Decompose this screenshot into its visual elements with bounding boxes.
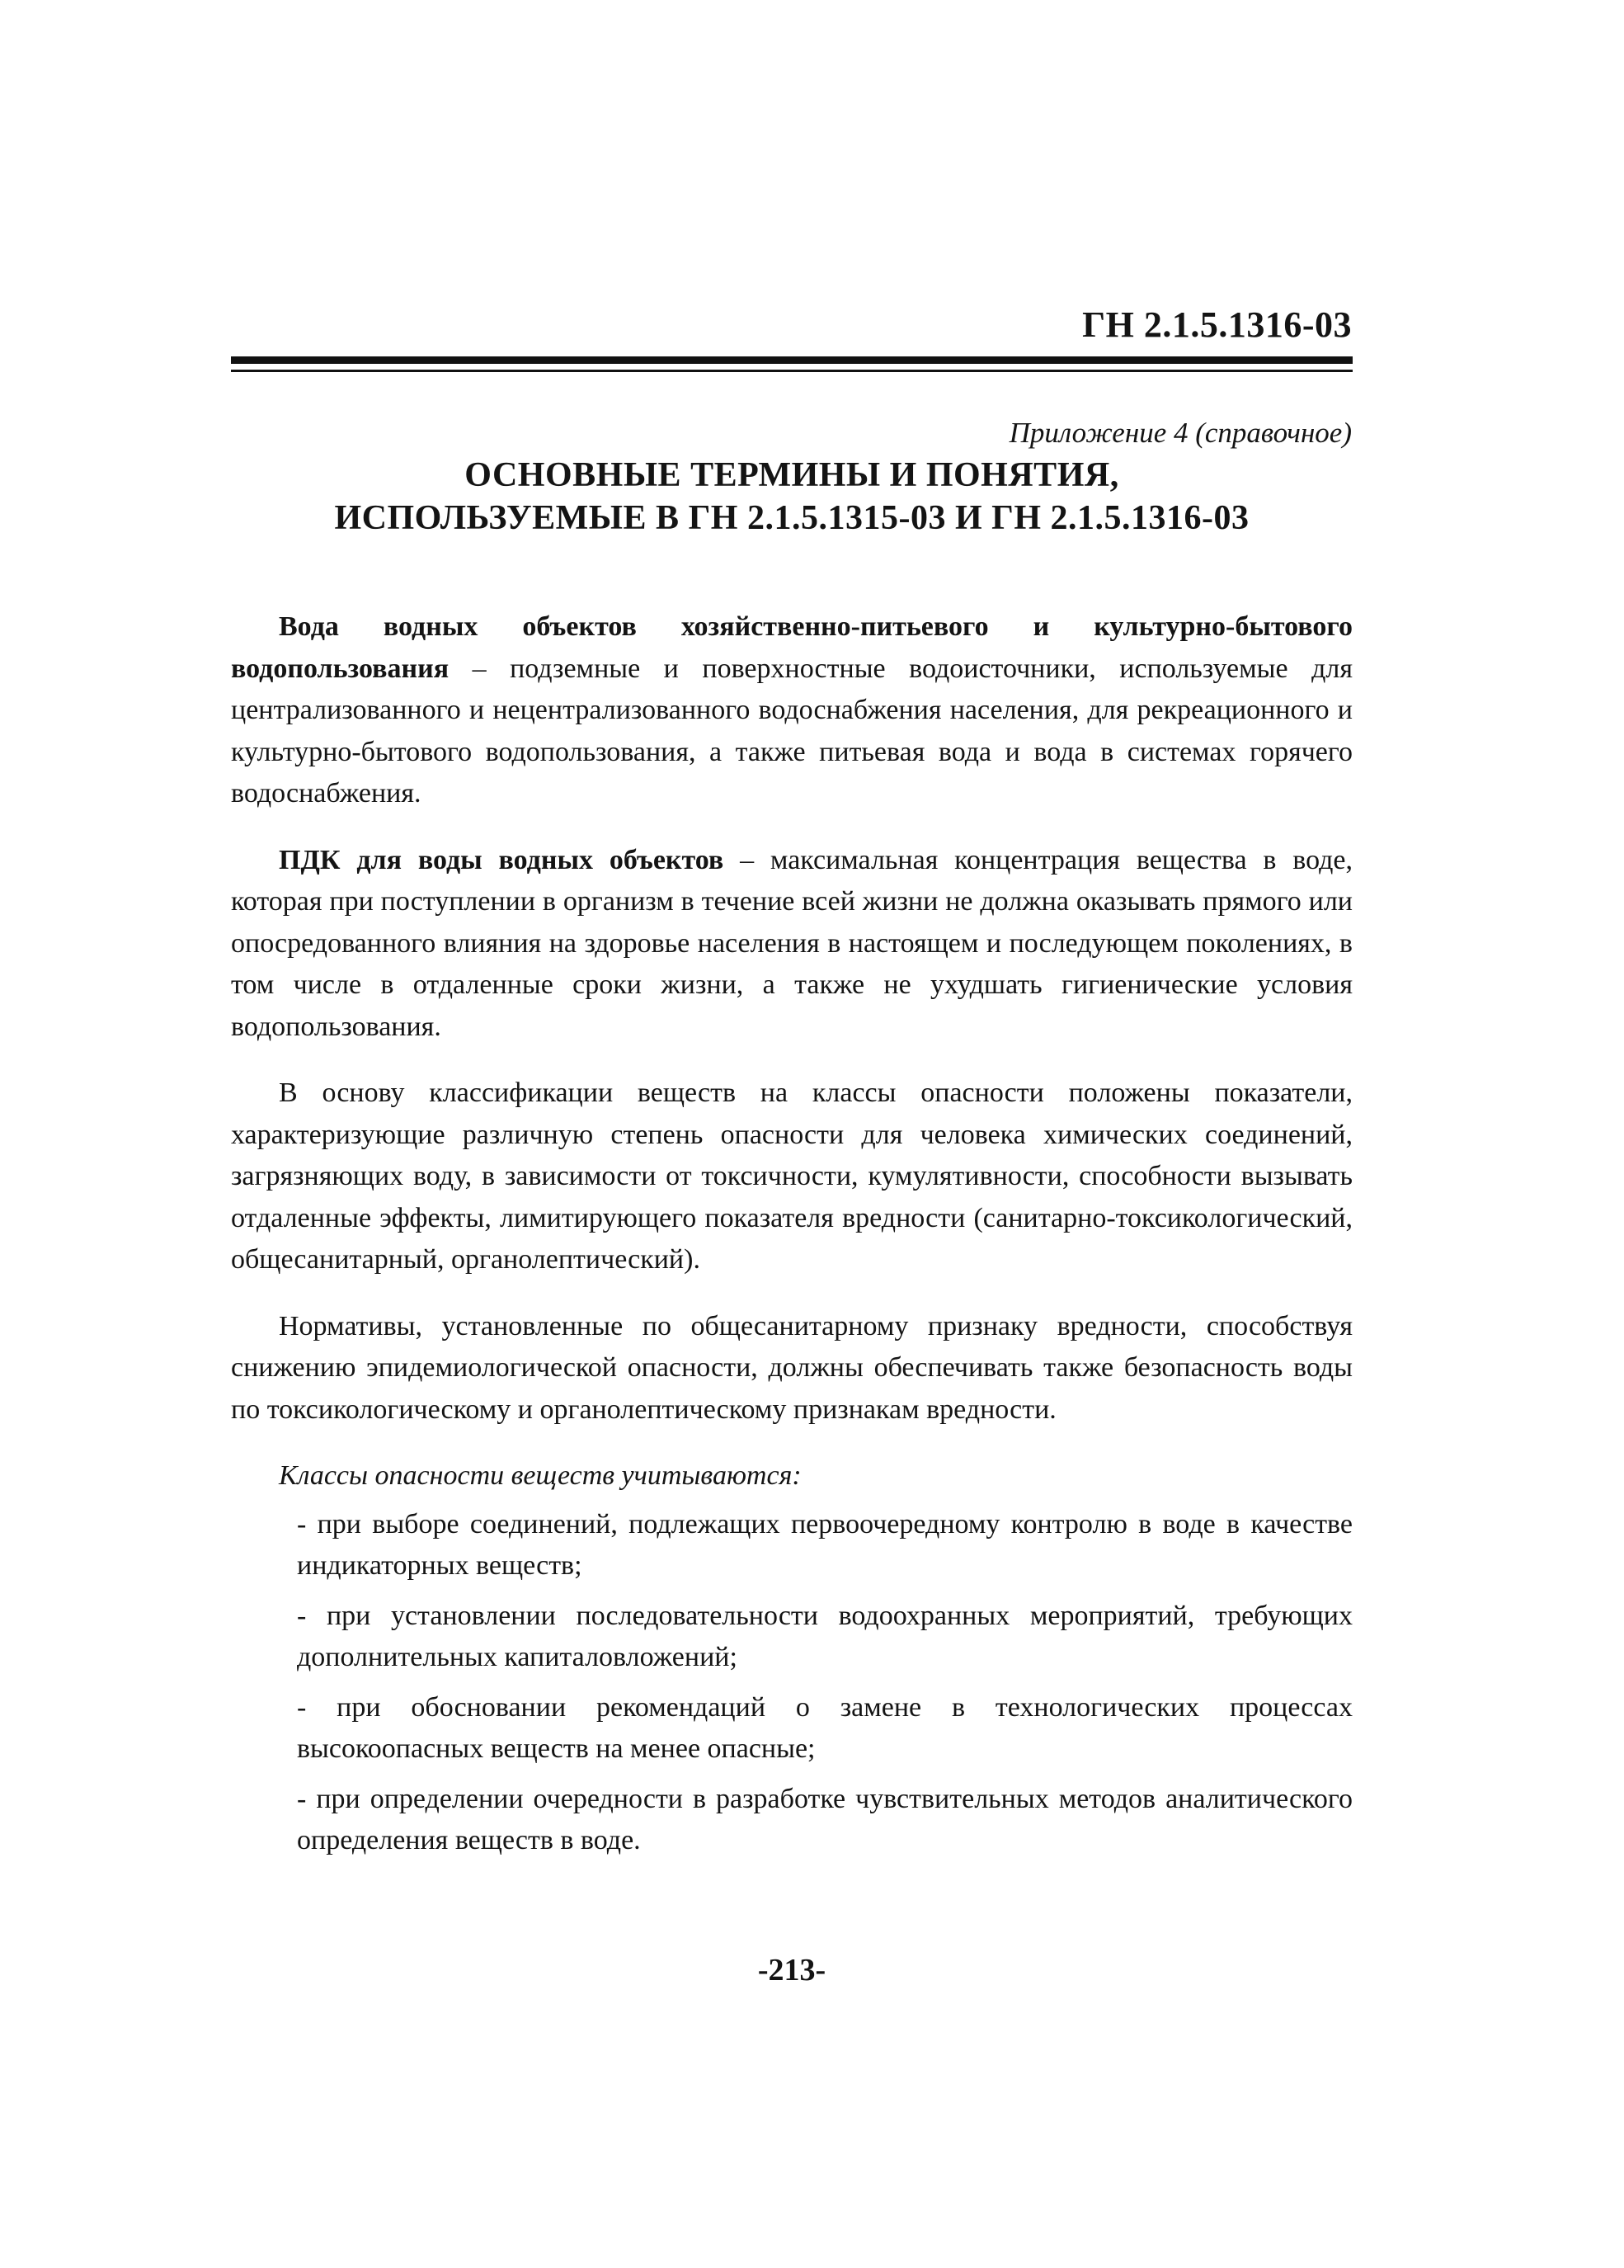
definition-text: – подземные и поверхностные водоисточники, используемые для централизованного и нецентрализованного водоснабжения населения, для рекреационного и культурно-бытового водопользования, а также питьевая вода и вода в системах горячего водоснабжения. [231,653,1353,809]
definition-mpc [231,840,1353,1049]
paragraph-standards: Нормативы, установленные по общесанитарному признаку вредности, способствуя снижению эпидемиологической опасности, должны обеспечивать также безопасность воды по токсикологическому и органолептическому признакам вредности. [231,1310,1353,1425]
document-code-header: ГН 2.1.5.1316-03 [1082,304,1352,345]
list-item: - при определении очередности в разработке чувствительных методов аналитического определения веществ в воде. [297,1783,1353,1855]
definition-water-bodies [231,606,1353,815]
list-item: - при установлении последовательности водоохранных мероприятий, требующих дополнительных капиталовложений; [297,1600,1353,1672]
definition-text: – максимальная концентрация вещества в воде, которая при поступлении в организм в течение всей жизни не должна оказывать прямого или опосредованного влияния на здоровье населения в настоящем и последующем поколениях, в том числе в отдаленные сроки жизни, а также не ухудшать гигиенические условия водопользования. [231,844,1353,1042]
list-item: - при обосновании рекомендаций о замене в технологических процессах высокоопасных веществ на менее опасные; [297,1691,1353,1764]
list-item: - при выборе соединений, подлежащих первоочередному контролю в воде в качестве индикаторных веществ; [297,1508,1353,1581]
appendix-label: Приложение 4 (справочное) [1009,417,1352,449]
page-title [231,454,1353,540]
header-rule-thick [231,356,1353,364]
definition-term: ПДК для воды водных объектов [279,844,724,875]
hazard-list-intro: Классы опасности веществ учитываются: [279,1460,802,1491]
title-line-2: ИСПОЛЬЗУЕМЫЕ В ГН 2.1.5.1315-03 И ГН 2.1.5.1316-03 [334,499,1250,537]
definition-term: Вода водных объектов хозяйственно-питьевого и культурно-бытового водопользования [231,611,1353,684]
title-line-1: ОСНОВНЫЕ ТЕРМИНЫ И ПОНЯТИЯ, [464,456,1119,494]
document-body [231,606,1353,1870]
paragraph-classification: В основу классификации веществ на классы опасности положены показатели, характеризующие различную степень опасности для человека химических соединений, загрязняющих воду, в зависимости от токсичности, кумулятивности, способности вызывать отдаленные эффекты, лимитирующего показателя вредности (санитарно-токсикологический, общесанитарный, органолептический). [231,1077,1353,1275]
header-rule-thin [231,370,1353,372]
page-number: -213- [757,1953,826,1987]
